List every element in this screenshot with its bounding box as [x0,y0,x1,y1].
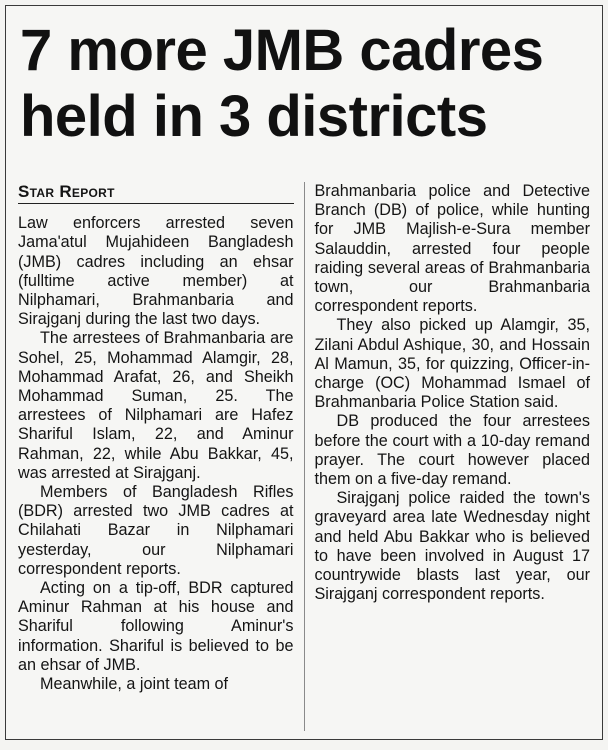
byline: Star Report [18,182,294,204]
paragraph: Sirajganj police raided the town's graveyard area late Wednesday night and held Abu Bakkar who is believed to have been involved in August 17 countrywide blasts last year, our Sirajganj correspondent reports. [314,489,590,604]
paragraph: Meanwhile, a joint team of [40,675,229,694]
paragraph: Acting on a tip-off, BDR captured Aminur Rahman at his house and Shariful following Aminur's information. Shariful is believed to be an ehsar of JMB. [18,579,294,674]
headline: 7 more JMB cadres held in 3 districts [20,18,544,149]
right-column [305,182,591,731]
paragraph: The arrestees of Brahmanbaria are Sohel, 25, Mohammad Alamgir, 28, Mohammad Arafat, 26, and Sheikh Mohammad Suman, 25. The arrestees of Nilphamari are Hafez Shariful Islam, 22, and Aminur Rahman, 22, while Abu Bakkar, 45, was arrested at Sirajganj. [18,329,294,482]
paragraph: Law enforcers arrested seven Jama'atul Mujahideen Bangladesh (JMB) cadres including an ehsar (fulltime active member) at Nilphamari, Brahmanbaria and Sirajganj during the last two days. [18,214,294,329]
news-clipping [5,5,603,740]
paragraph: Members of Bangladesh Rifles (BDR) arrested two JMB cadres at Chilahati Bazar in Nilphamari yesterday, our Nilphamari correspondent reports. [18,483,294,578]
paragraph: They also picked up Alamgir, 35, Zilani Abdul Ashique, 30, and Hossain Al Mamun, 35, for quizzing, Officer-in-charge (OC) Mohammad Ismael of Brahmanbaria Police Station said. [314,316,590,412]
paragraph: Brahmanbaria police and Detective Branch (DB) of police, while hunting for JMB Majlish-e-Sura member Salauddin, arrested four people raiding several areas of Brahmanbaria town, our Brahmanbaria correspondent reports. [314,182,590,316]
article-body [18,182,590,731]
left-column [18,182,305,731]
paragraph: DB produced the four arrestees before the court with a 10-day remand prayer. The court however placed them on a five-day remand. [314,412,590,489]
